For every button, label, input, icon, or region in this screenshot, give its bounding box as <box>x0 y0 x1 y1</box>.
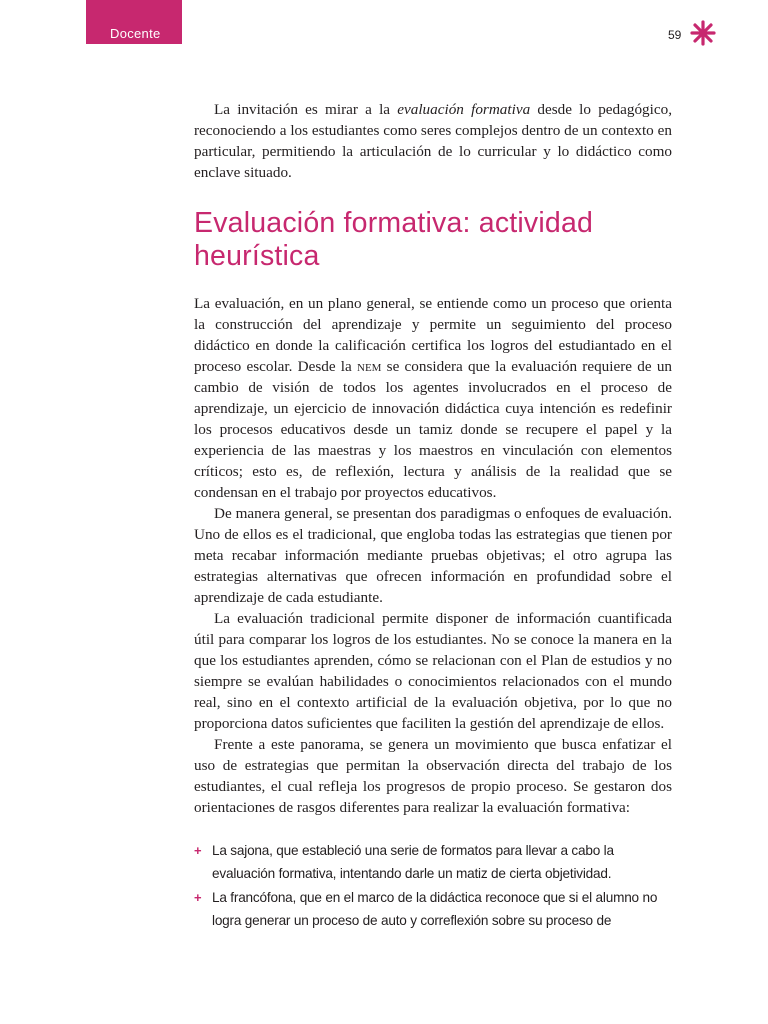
header-section-label: Docente <box>110 26 161 41</box>
star-icon <box>690 20 716 46</box>
intro-emphasis: evaluación formativa <box>397 101 531 118</box>
section-title: Evaluación formativa: actividad heurística <box>194 207 594 272</box>
list-item <box>194 886 672 932</box>
intro-text-start: La invitación es mirar a la <box>214 101 398 118</box>
plus-icon: + <box>194 843 202 858</box>
body-paragraph-1 <box>194 293 672 503</box>
acronym-nem: nem <box>357 358 382 375</box>
body-paragraph-4: Frente a este panorama, se genera un movimiento que busca enfatizar el uso de estrategias que permitan la observación directa del trabajo de los estudiantes, el cual refleja los progresos de propio proceso. Se gestaron dos orientaciones de rasgos diferentes para realizar la evaluación formativa: <box>194 736 672 816</box>
section-body <box>194 293 672 932</box>
body-paragraph-2: De manera general, se presentan dos paradigmas o enfoques de evaluación. Uno de ellos es el tradicional, que engloba todas las estrategias que tienen por meta recabar información mediante pruebas objetivas; el otro agrupa las estrategias alternativas que ofrecen información en profundidad sobre el aprendizaje de cada estudiante. <box>194 505 672 606</box>
intro-paragraph <box>194 99 672 183</box>
paragraph-1-start: La evaluación, en un plano general, se entiende como un proceso que orienta la construcción del aprendizaje y permite un seguimiento del proceso didáctico en donde la calificación certifica los logros del estudiantado en el proceso escolar. Desde la <box>194 295 672 375</box>
plus-icon: + <box>194 890 202 905</box>
bullet-text: La sajona, que estableció una serie de formatos para llevar a cabo la evaluación formativa, intentando darle un matiz de cierta objetividad. <box>212 843 614 881</box>
bullet-list <box>194 839 672 932</box>
paragraph-1-end: se considera que la evaluación requiere de un cambio de visión de todos los agentes involucrados en el proceso de aprendizaje, un ejercicio de innovación didáctica cuya intención es redefinir los procesos educativos desde un tamiz donde se recupere el papel y la experiencia de las maestras y los maestros en vinculación con elementos críticos; esto es, de reflexión, lectura y análisis de la realidad que se condensan en el trabajo por proyectos educativos. <box>194 358 673 501</box>
body-paragraph-3: La evaluación tradicional permite disponer de información cuantificada útil para comparar los logros de los estudiantes. No se conoce la manera en la que los estudiantes aprenden, cómo se relacionan con el Plan de estudios y no siempre se evalúan habilidades o conocimientos relacionados con el mundo real, sino en el contexto artificial de la evaluación objetiva, por lo que no proporciona datos suficientes que faciliten la gestión del aprendizaje de ellos. <box>194 610 672 732</box>
intro-text-end: desde lo pedagógico, reconociendo a los estudiantes como seres complejos dentro de un contexto en particular, permitiendo la articulación de lo curricular y lo didáctico como enclave situado. <box>194 101 672 181</box>
bullet-text: La francófona, que en el marco de la didáctica reconoce que si el alumno no logra generar un proceso de auto y correflexión sobre su proceso de <box>212 890 658 928</box>
page-content <box>194 99 672 933</box>
header-section-tab <box>86 0 182 44</box>
list-item <box>194 839 672 885</box>
page-number: 59 <box>668 28 682 42</box>
